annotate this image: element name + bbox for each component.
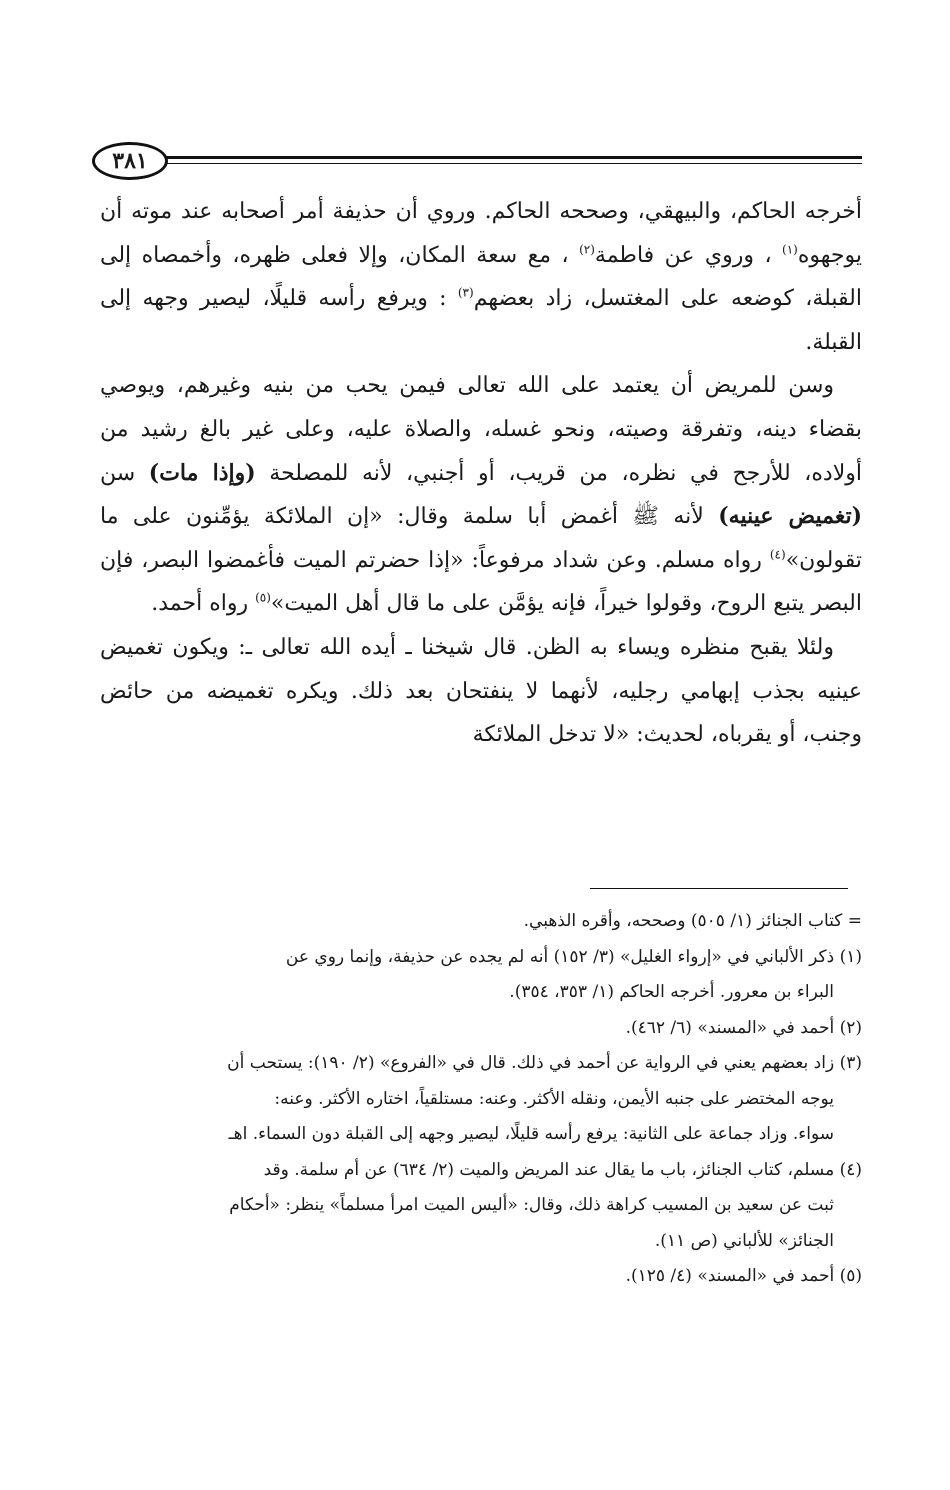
footnote-ref-2: (٢) xyxy=(579,242,595,257)
footnote-separator xyxy=(590,888,848,889)
page-header xyxy=(92,142,862,182)
footnote-3-line-2: يوجه المختضر على جنبه الأيمن، ونقله الأكثر. وعنه: مستلقياً، اختاره الأكثر. وعنه: xyxy=(274,1088,834,1109)
footnote-3-line-1: (٣) زاد بعضهم يعني في الرواية عن أحمد في ذلك. قال في «الفروع» (٢/ ١٩٠): يستحب أن xyxy=(227,1053,862,1073)
footnote-1-line-2: البراء بن معرور. أخرجه الحاكم (١/ ٣٥٣، ٣٥٤). xyxy=(509,982,834,1002)
footnote-3-line-3: سواء. وزاد جماعة على الثانية: يرفع رأسه قليلًا، ليصير وجهه إلى القبلة دون السماء. اهـ xyxy=(228,1124,834,1144)
footnote-4-line-2: ثبت عن سعيد بن المسيب كراهة ذلك، وقال: «أليس الميت امرأ مسلماً» ينظر: «أحكام xyxy=(229,1195,834,1215)
footnote-continuation: = كتاب الجنائز (١/ ٥٠٥) وصححه، وأقره الذهبي. xyxy=(523,911,862,931)
header-rule xyxy=(162,156,862,159)
bold-phrase-taghmid: (تغميض عينيه) xyxy=(718,503,862,530)
footnote-ref-5: (٥) xyxy=(255,591,271,606)
paragraph-3: ولئلا يقبح منظره ويساء به الظن. قال شيخنا ـ أيده الله تعالى ـ: ويكون تغميض عينيه بجذب إبهامي رجليه، لأنهما لا ينفتحان بعد ذلك. ويكره تغميضه من حائض وجنب، أو يقرباه، لحديث: «لا تدخل الملائكة xyxy=(100,634,862,748)
footnotes xyxy=(100,904,862,1295)
footnote-ref-1: (١) xyxy=(782,242,798,257)
footnote-5: (٥) أحمد في «المسند» (٤/ ١٢٥). xyxy=(625,1266,862,1286)
footnote-2: (٢) أحمد في «المسند» (٦/ ٤٦٢). xyxy=(625,1017,862,1038)
footnote-4-line-1: (٤) مسلم، كتاب الجنائز، باب ما يقال عند المريض والميت (٢/ ٦٣٤) عن أم سلمة. وقد xyxy=(263,1159,862,1180)
header-rule-thin xyxy=(162,163,862,164)
page-number: ٣٨١ xyxy=(92,142,168,180)
main-text xyxy=(100,190,862,757)
footnote-4-line-3: الجنائز» للألباني (ص ١١). xyxy=(654,1230,834,1251)
bold-phrase-idha-mat: (وإذا مات) xyxy=(148,459,256,486)
footnote-1-line-1: (١) ذكر الألباني في «إرواء الغليل» (٣/ ١٥٢) أنه لم يجده عن حذيفة، وإنما روي عن xyxy=(285,946,862,967)
paragraph-2: وسن للمريض أن يعتمد على الله تعالى فيمن يحب من بنيه وغيرهم، ويوصي بقضاء دينه، وتفرقة وصيته، ونحو غسله، والصلاة عليه، وعلى غير بالغ رشيد من أولاده، للأرجح في نظره، من قريب، أو أجنبي، لأنه للمصلحة (وإذا مات) سن (تغميض عينيه) لأنه ﷺ أغمض أبا سلمة وقال: «إن الملائكة يؤمِّنون على ما تقولون»$^{(٤)}$ رواه مسلم. وعن شداد مرفوعاً: «إذا حضرتم الميت فأغمضوا البصر، فإن البصر يتبع الروح، وقولوا خيراً، فإنه يؤمَّن على ما قال أهل الميت»$^{(٥)}$ رواه أحمد. xyxy=(100,373,862,617)
footnote-ref-3: (٣) xyxy=(457,285,474,300)
paragraph-1: أخرجه الحاكم، والبيهقي، وصححه الحاكم. وروي أن حذيفة أمر أصحابه عند موته أن يوجهوه$^{(١)}$ ، وروي عن فاطمة$^{(٢)}$ ، مع سعة المكان، وإلا فعلى ظهره، وأخمصاه إلى القبلة، كوضعه على المغتسل، زاد بعضهم$^{(٣)}$ : ويرفع رأسه قليلًا، ليصير وجهه إلى القبلة. xyxy=(100,199,862,355)
footnote-ref-4: (٤) xyxy=(769,547,786,562)
